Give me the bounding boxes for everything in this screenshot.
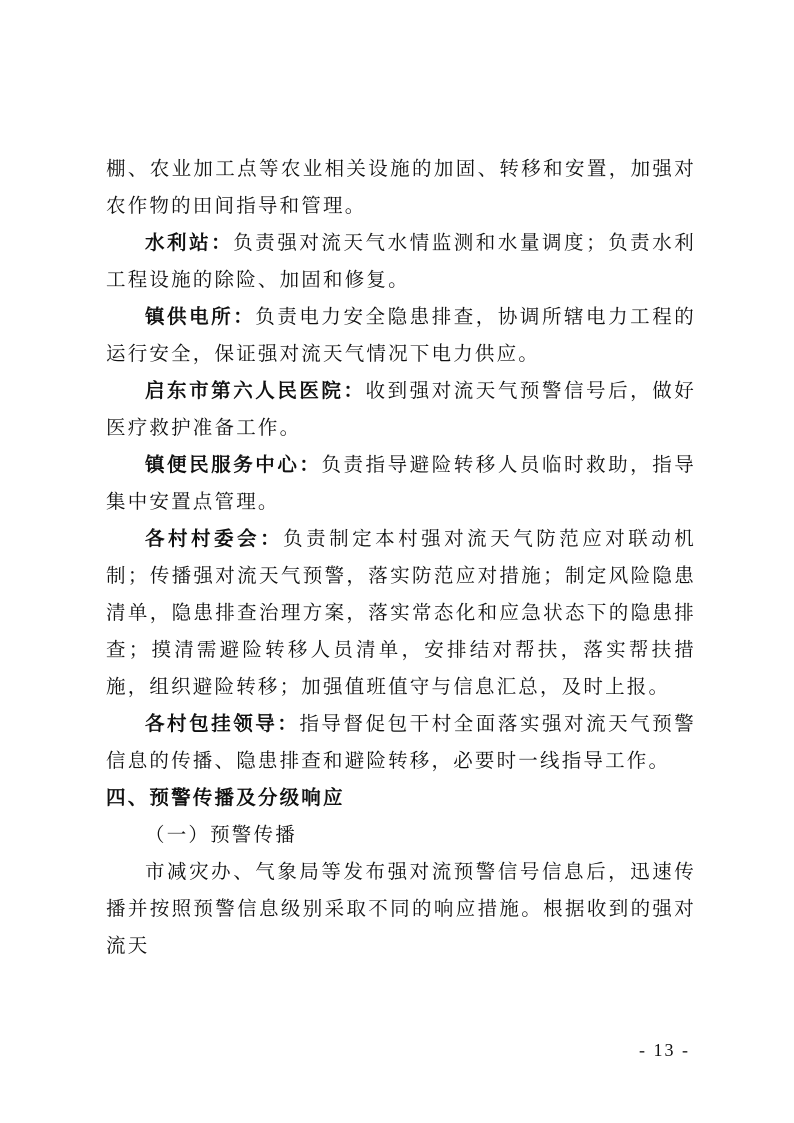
paragraph-hospital — [106, 372, 696, 446]
subsection-heading: （一）预警传播 — [145, 823, 297, 846]
paragraph-label: 启东市第六人民医院： — [145, 379, 366, 402]
paragraph-village-committee — [106, 520, 696, 705]
paragraph-power-station — [106, 298, 696, 372]
paragraph-text: 负责指导避险转移人员临时救助，指导集中安置点管理。 — [106, 453, 696, 513]
paragraph-water-station — [106, 224, 696, 298]
paragraph-warning-dissemination — [106, 853, 696, 964]
paragraph-label: 各村村委会： — [145, 527, 284, 550]
paragraph-label: 镇供电所： — [145, 305, 256, 328]
paragraph-village-leaders — [106, 705, 696, 779]
section-heading: 四、预警传播及分级响应 — [106, 786, 345, 809]
paragraph-text: 负责电力安全隐患排查，协调所辖电力工程的运行安全，保证强对流天气情况下电力供应。 — [106, 305, 696, 365]
paragraph-label: 各村包挂领导： — [145, 712, 300, 735]
paragraph-text: 市减灾办、气象局等发布强对流预警信号信息后，迅速传播并按照预警信息级别采取不同的响应措施。根据收到的强对流天 — [106, 860, 696, 957]
paragraph-text: 指导督促包干村全面落实强对流天气预警信息的传播、隐患排查和避险转移，必要时一线指导工作。 — [106, 712, 696, 772]
page-number: - 13 - — [639, 1040, 690, 1060]
paragraph-service-center — [106, 446, 696, 520]
paragraph-label: 镇便民服务中心： — [145, 453, 322, 476]
paragraph-text: 收到强对流天气预警信号后，做好医疗救护准备工作。 — [106, 379, 696, 439]
paragraph-text: 棚、农业加工点等农业相关设施的加固、转移和安置，加强对农作物的田间指导和管理。 — [106, 157, 696, 217]
paragraph-text: 负责制定本村强对流天气防范应对联动机制；传播强对流天气预警，落实防范应对措施；制定风险隐患清单，隐患排查治理方案，落实常态化和应急状态下的隐患排查；摸清需避险转移人员清单，安排结对帮扶，落实帮扶措施，组织避险转移；加强值班值守与信息汇总，及时上报。 — [106, 527, 696, 698]
body-text — [106, 150, 696, 964]
paragraph-text: 负责强对流天气水情监测和水量调度；负责水利工程设施的除险、加固和修复。 — [106, 231, 696, 291]
paragraph-continuation — [106, 150, 696, 224]
paragraph-label: 水利站： — [145, 231, 234, 254]
